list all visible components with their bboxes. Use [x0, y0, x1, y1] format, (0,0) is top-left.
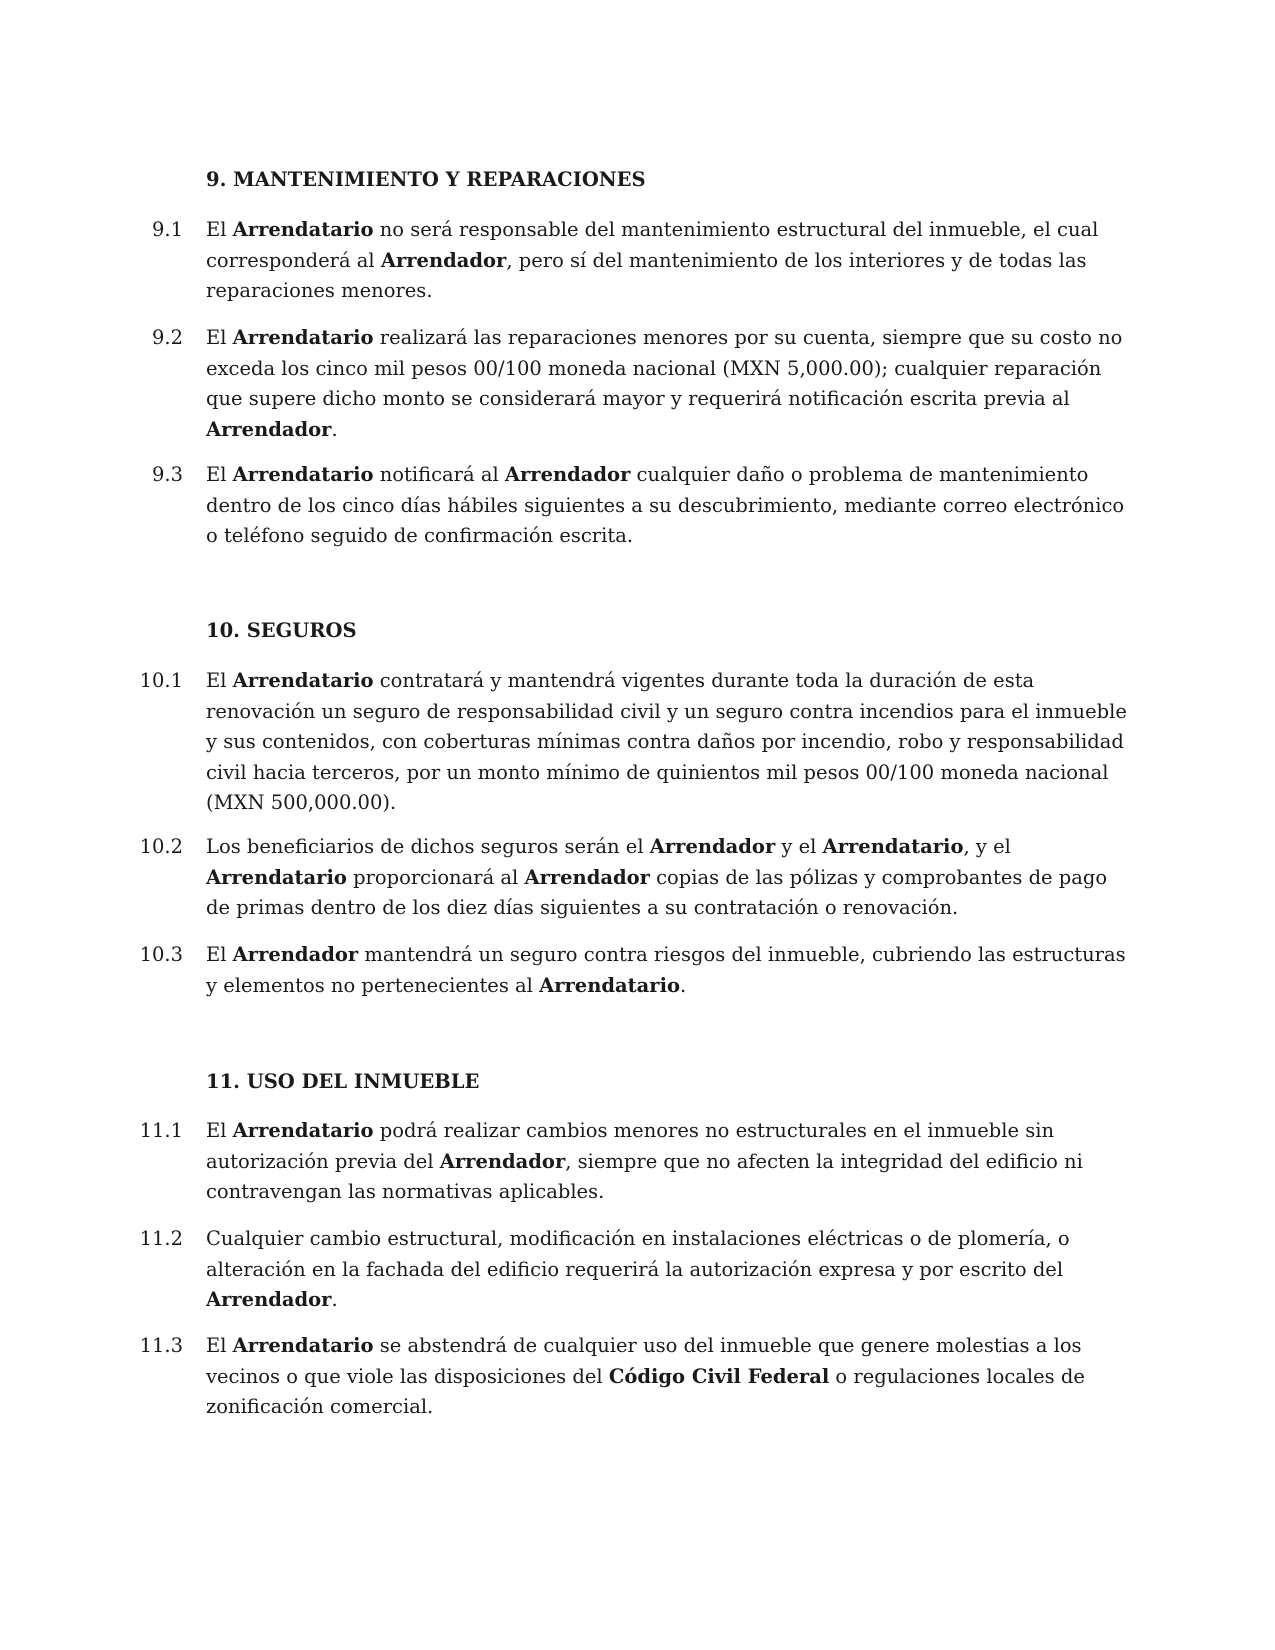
defined-term: Arrendatario — [206, 865, 347, 889]
clause-text-run: El — [206, 943, 233, 966]
clause-text-run: y el — [775, 835, 823, 858]
clause-text-run: , y el — [963, 835, 1011, 858]
clause-text — [206, 215, 1136, 307]
clause-text — [206, 940, 1136, 1001]
clause-text-run: , siempre que no afecten la integridad del edificio ni contravengan las normativas aplicables. — [206, 1149, 1083, 1203]
clause-text-run: no será responsable del mantenimiento estructural del inmueble, el cual corresponderá al — [206, 218, 1099, 272]
clause-number: 10.3 — [139, 943, 183, 966]
defined-term: Arrendatario — [232, 1334, 374, 1357]
clause-text-run: El — [206, 326, 233, 349]
defined-term: Arrendatario — [232, 463, 374, 486]
clause-text-run: El — [206, 1119, 233, 1142]
defined-term: Arrendatario — [539, 973, 680, 997]
clause-text-run: contratará y mantendrá vigentes durante toda la duración de esta renovación un seguro de responsabilidad civil y un seguro contra incendios para el inmueble y sus contenidos, con coberturas mínimas contra daños por incendio, robo y responsabilidad civil hacia terceros, por un monto mínimo de quinientos mil pesos 00/100 moneda nacional (MXN 500,000.00). — [206, 669, 1127, 814]
clause-text-run: . — [331, 417, 338, 441]
clause-text — [206, 666, 1136, 819]
defined-term: Arrendatario — [232, 1119, 374, 1142]
section-title: 11. USO DEL INMUEBLE — [206, 1070, 480, 1093]
clause-text-run: El — [206, 218, 233, 241]
section-title: 10. SEGUROS — [206, 619, 357, 642]
clause-text-run: mantendrá un seguro contra riesgos del inmueble, cubriendo las estructuras y elementos no pertenecientes al — [206, 943, 1126, 997]
clause-text — [206, 1224, 1136, 1316]
defined-term: Arrendatario — [822, 835, 964, 858]
defined-term: Arrendador — [206, 417, 332, 441]
clause-number: 10.2 — [139, 835, 183, 858]
clause-number: 9.2 — [151, 326, 183, 349]
clause-number: 11.1 — [139, 1119, 183, 1142]
clause-text-run: proporcionará al — [346, 865, 525, 889]
clause-number: 11.3 — [139, 1334, 183, 1357]
clause-number: 11.2 — [139, 1227, 183, 1250]
clause-text-run: podrá realizar cambios menores no estructurales en el inmueble sin autorización previa del — [206, 1119, 1054, 1173]
clause-text-run: cualquier daño o problema de mantenimiento dentro de los cinco días hábiles siguientes a su descubrimiento, mediante correo electrónico o teléfono seguido de confirmación escrita. — [206, 463, 1125, 547]
defined-term: Arrendatario — [232, 218, 374, 241]
clause-text — [206, 1116, 1136, 1208]
clause-number: 9.1 — [151, 218, 183, 241]
defined-term: Arrendador — [504, 463, 631, 486]
section-title: 9. MANTENIMIENTO Y REPARACIONES — [206, 168, 646, 191]
defined-term: Arrendador — [649, 835, 776, 858]
clause-text-run: Los beneficiarios de dichos seguros serán el — [206, 835, 650, 858]
defined-term: Arrendatario — [232, 669, 374, 692]
clause-text-run: se abstendrá de cualquier uso del inmueble que genere molestias a los vecinos o que viole las disposiciones del — [206, 1334, 1082, 1388]
defined-term: Arrendatario — [232, 326, 374, 349]
clause-text-run: . — [331, 1288, 338, 1311]
clause-text-run: o regulaciones locales de zonificación comercial. — [206, 1364, 1085, 1418]
clause-text — [206, 832, 1136, 924]
defined-term: Arrendador — [380, 248, 507, 272]
clause-number: 9.3 — [151, 463, 183, 486]
clause-number: 10.1 — [139, 669, 183, 692]
clause-text — [206, 1331, 1136, 1423]
defined-term: Arrendador — [206, 1288, 332, 1311]
clause-text — [206, 323, 1136, 445]
defined-term: Arrendador — [232, 943, 359, 966]
clause-text-run: copias de las pólizas y comprobantes de pago de primas dentro de los diez días siguientes a su contratación o renovación. — [206, 865, 1108, 919]
clause-text-run: El — [206, 669, 233, 692]
defined-term: Arrendador — [439, 1149, 566, 1173]
clause-text-run: Cualquier cambio estructural, modificación en instalaciones eléctricas o de plomería, o alteración en la fachada del edificio requerirá la autorización expresa y por escrito del — [206, 1227, 1070, 1281]
clause-text-run: El — [206, 1334, 233, 1357]
clause-text — [206, 460, 1136, 552]
clause-text-run: El — [206, 463, 233, 486]
clause-text-run: , pero sí del mantenimiento de los interiores y de todas las reparaciones menores. — [206, 248, 1087, 302]
clause-text-run: realizará las reparaciones menores por su cuenta, siempre que su costo no exceda los cinco mil pesos 00/100 moneda nacional (MXN 5,000.00); cualquier reparación que supere dicho monto se considerará mayor y requerirá notificación escrita previa al — [206, 326, 1123, 410]
defined-term: Código Civil Federal — [608, 1364, 830, 1388]
defined-term: Arrendador — [524, 865, 650, 889]
clause-text-run: . — [680, 973, 687, 997]
clause-text-run: notificará al — [373, 463, 505, 486]
